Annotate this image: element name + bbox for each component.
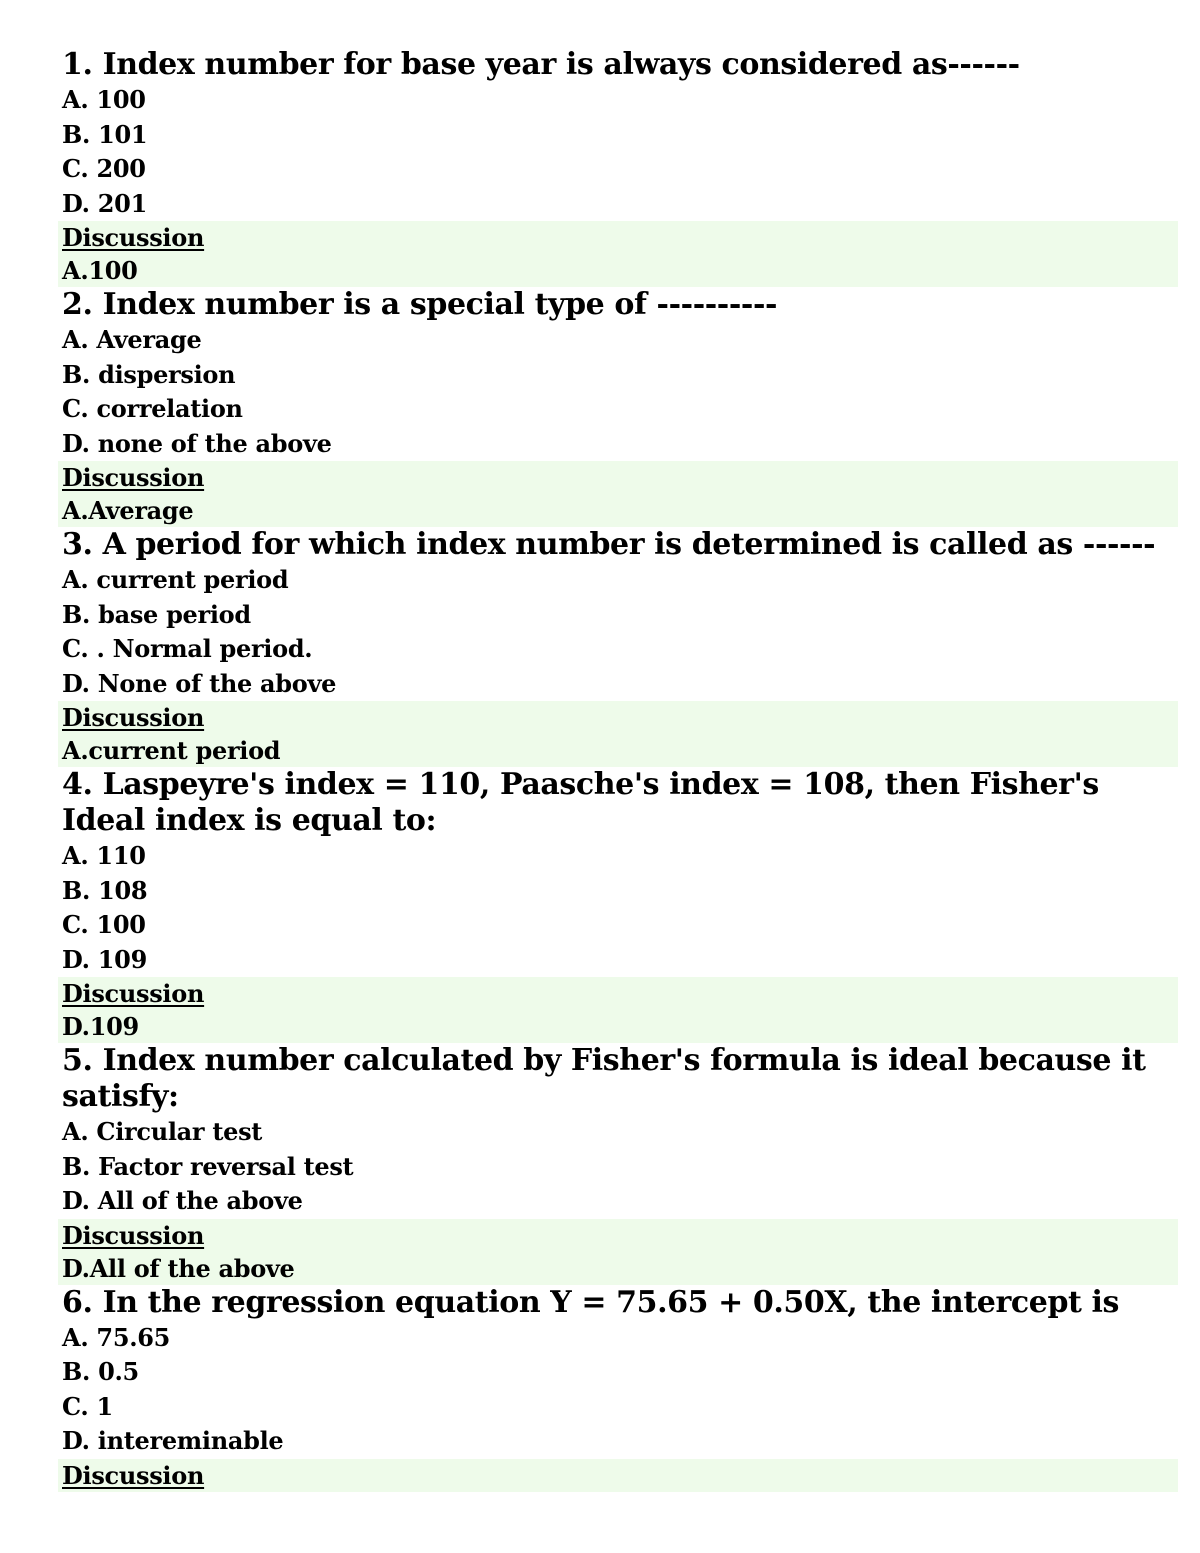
discussion-label: Discussion bbox=[62, 979, 205, 1008]
question-text: 5. Index number calculated by Fisher's formula is ideal because it satisfy: bbox=[62, 1043, 1146, 1114]
answer-option: A. Circular test bbox=[62, 1117, 263, 1146]
question-block bbox=[0, 767, 1200, 1043]
answer-option: C. 100 bbox=[62, 910, 146, 939]
correct-answer: D.109 bbox=[62, 1012, 139, 1041]
discussion-label: Discussion bbox=[62, 463, 205, 492]
answer-option: A. Average bbox=[62, 325, 202, 354]
discussion-label: Discussion bbox=[62, 1460, 205, 1490]
answer-option: B. Factor reversal test bbox=[62, 1151, 354, 1181]
discussion-block bbox=[58, 1219, 1178, 1285]
answer-option: D. intereminable bbox=[62, 1426, 284, 1455]
discussion-block bbox=[58, 221, 1178, 287]
question-block bbox=[0, 1043, 1200, 1285]
discussion-block bbox=[58, 701, 1178, 767]
question-text: 3. A period for which index number is determined is called as ------ bbox=[62, 527, 1156, 562]
answer-option: A. current period bbox=[62, 565, 289, 594]
discussion-block bbox=[58, 1459, 1178, 1492]
question-block bbox=[0, 287, 1200, 527]
mcq-document bbox=[0, 47, 1200, 1492]
answer-option: A. 75.65 bbox=[62, 1322, 171, 1352]
question-block bbox=[0, 1285, 1200, 1492]
answer-option: D. None of the above bbox=[62, 668, 337, 698]
answer-option: B. 0.5 bbox=[62, 1357, 139, 1386]
discussion-label: Discussion bbox=[62, 223, 205, 252]
correct-answer: A.100 bbox=[62, 256, 138, 285]
question-text: 1. Index number for base year is always considered as------ bbox=[62, 47, 1020, 82]
discussion-block bbox=[58, 977, 1178, 1043]
answer-option: C. 1 bbox=[62, 1391, 113, 1421]
discussion-block bbox=[58, 461, 1178, 527]
answer-option: D. 201 bbox=[62, 188, 147, 218]
discussion-label: Discussion bbox=[62, 1220, 205, 1250]
answer-option: A. 100 bbox=[62, 85, 146, 114]
answer-option: D. 109 bbox=[62, 944, 147, 974]
answer-option: B. 108 bbox=[62, 875, 148, 905]
question-block bbox=[0, 47, 1200, 287]
answer-option: C. correlation bbox=[62, 394, 243, 423]
answer-option: C. . Normal period. bbox=[62, 634, 313, 663]
correct-answer: D.All of the above bbox=[62, 1253, 295, 1283]
question-text: 4. Laspeyre's index = 110, Paasche's index = 108, then Fisher's Ideal index is equal to: bbox=[62, 767, 1099, 838]
answer-option: C. 200 bbox=[62, 154, 146, 183]
answer-option: A. 110 bbox=[62, 841, 146, 870]
answer-option: D. All of the above bbox=[62, 1186, 303, 1215]
answer-option: D. none of the above bbox=[62, 428, 332, 458]
answer-option: B. base period bbox=[62, 599, 251, 629]
answer-option: B. 101 bbox=[62, 119, 148, 149]
discussion-label: Discussion bbox=[62, 703, 205, 732]
question-text: 2. Index number is a special type of ---------- bbox=[62, 287, 778, 322]
question-text: 6. In the regression equation Y = 75.65 + 0.50X, the intercept is bbox=[62, 1284, 1120, 1320]
correct-answer: A.Average bbox=[62, 496, 194, 525]
correct-answer: A.current period bbox=[62, 736, 281, 765]
answer-option: B. dispersion bbox=[62, 359, 236, 389]
question-block bbox=[0, 527, 1200, 767]
